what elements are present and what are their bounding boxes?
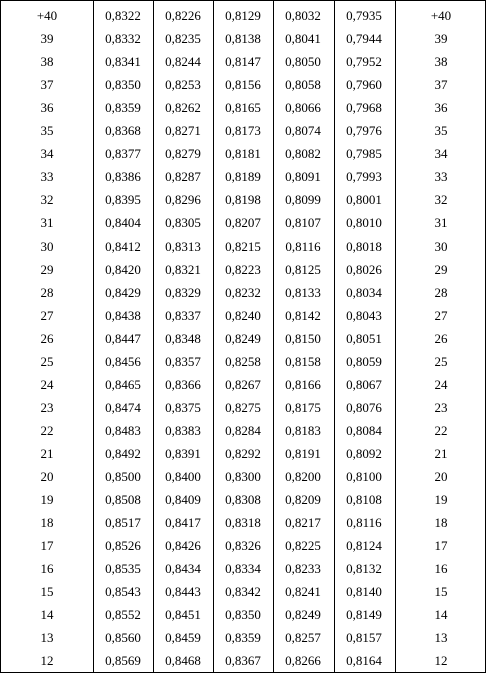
density-cell: 0,8240 — [225, 307, 261, 323]
density-cell: 0,8383 — [165, 422, 201, 438]
density-cell: 0,8359 — [105, 100, 141, 116]
density-cell: 0,8426 — [165, 538, 201, 554]
temperature-cell-right: 19 — [434, 492, 448, 508]
density-cell: 0,8074 — [285, 123, 321, 139]
density-cell: 0,8429 — [105, 284, 141, 300]
table-row — [1, 534, 485, 557]
density-cell: 0,8183 — [285, 422, 321, 438]
table-row — [1, 396, 485, 419]
temperature-cell-right: 15 — [434, 584, 448, 600]
temperature-cell-right: 38 — [434, 54, 448, 70]
density-cell: 0,8300 — [225, 469, 261, 484]
density-cell: 0,8241 — [285, 584, 321, 600]
density-cell: 0,7952 — [346, 54, 382, 70]
density-cell: 0,8438 — [105, 307, 141, 323]
table-row — [1, 511, 485, 534]
density-cell: 0,8158 — [285, 353, 321, 369]
density-cell: 0,8215 — [225, 238, 261, 254]
density-cell: 0,8322 — [105, 8, 141, 23]
temperature-cell: 12 — [40, 653, 54, 669]
temperature-cell-right: 34 — [434, 146, 448, 162]
temperature-cell: 13 — [40, 630, 54, 646]
temperature-cell-right: 16 — [434, 561, 448, 577]
density-cell: 0,8492 — [105, 445, 141, 461]
temperature-cell: 27 — [40, 307, 54, 323]
density-cell: 0,8051 — [346, 330, 382, 346]
density-cell: 0,8279 — [165, 146, 201, 162]
temperature-cell-right: 12 — [434, 653, 448, 669]
density-cell: 0,7976 — [346, 123, 382, 139]
density-cell: 0,8232 — [225, 284, 261, 300]
density-cell: 0,8181 — [225, 146, 261, 162]
density-cell: 0,8207 — [225, 215, 261, 231]
density-cell: 0,8175 — [285, 399, 321, 415]
density-cell: 0,8050 — [285, 54, 321, 70]
density-cell: 0,8543 — [105, 584, 141, 600]
density-cell: 0,8108 — [346, 492, 382, 508]
density-cell: 0,8267 — [225, 376, 261, 392]
density-cell: 0,8043 — [346, 307, 382, 323]
density-cell: 0,7960 — [346, 77, 382, 93]
temperature-cell-right: 37 — [434, 77, 448, 93]
density-cell: 0,8377 — [105, 146, 141, 162]
density-cell: 0,8041 — [285, 31, 321, 47]
table-row — [1, 419, 485, 442]
density-cell: 0,8082 — [285, 146, 321, 162]
temperature-cell: 29 — [40, 261, 54, 277]
table-row — [1, 465, 485, 488]
temperature-cell-right: 36 — [434, 100, 448, 116]
density-cell: 0,8412 — [105, 238, 141, 254]
density-cell: 0,8223 — [225, 261, 261, 277]
density-cell: 0,8067 — [346, 376, 382, 392]
density-cell: 0,8359 — [225, 630, 261, 646]
density-cell: 0,8447 — [105, 330, 141, 346]
temperature-cell-right: 26 — [434, 330, 448, 346]
density-cell: 0,8368 — [105, 123, 141, 139]
density-cell: 0,8459 — [165, 630, 201, 646]
temperature-cell: +40 — [36, 8, 58, 23]
density-cell: 0,8386 — [105, 169, 141, 185]
table-row — [1, 258, 485, 281]
temperature-cell: 33 — [40, 169, 54, 185]
density-cell: 0,8329 — [165, 284, 201, 300]
density-cell: 0,8116 — [285, 238, 321, 254]
density-cell: 0,8417 — [165, 515, 201, 531]
density-cell: 0,8092 — [346, 445, 382, 461]
density-cell: 0,8084 — [346, 422, 382, 438]
density-cell: 0,8350 — [225, 607, 261, 623]
density-cell: 0,8468 — [165, 653, 201, 669]
table-row — [1, 442, 485, 465]
density-cell: 0,8173 — [225, 123, 261, 139]
density-cell: 0,8129 — [225, 8, 261, 23]
density-cell: 0,8357 — [165, 353, 201, 369]
density-cell: 0,8342 — [225, 584, 261, 600]
table-row — [1, 626, 485, 649]
temperature-cell: 35 — [40, 123, 54, 139]
density-cell: 0,8189 — [225, 169, 261, 185]
temperature-cell-right: 27 — [434, 307, 448, 323]
density-cell: 0,8409 — [165, 492, 201, 508]
temperature-cell-right: 35 — [434, 123, 448, 139]
density-cell: 0,8010 — [346, 215, 382, 231]
temperature-cell-right: 23 — [434, 399, 448, 415]
table-row — [1, 488, 485, 511]
table-row — [1, 235, 485, 258]
density-cell: 0,8209 — [285, 492, 321, 508]
density-cell: 0,8337 — [165, 307, 201, 323]
density-cell: 0,8350 — [105, 77, 141, 93]
table-row — [1, 27, 485, 50]
density-cell: 0,8560 — [105, 630, 141, 646]
temperature-cell: 31 — [40, 215, 54, 231]
density-cell: 0,8292 — [225, 445, 261, 461]
temperature-cell-right: 18 — [434, 515, 448, 531]
density-cell: 0,8164 — [346, 653, 382, 669]
density-cell: 0,8271 — [165, 123, 201, 139]
temperature-cell-right: 14 — [434, 607, 448, 623]
density-cell: 0,7985 — [346, 146, 382, 162]
density-cell: 0,8157 — [346, 630, 382, 646]
temperature-cell: 25 — [40, 353, 54, 369]
density-cell: 0,8443 — [165, 584, 201, 600]
temperature-cell-right: 22 — [434, 422, 448, 438]
density-cell: 0,8262 — [165, 100, 201, 116]
density-cell: 0,8132 — [346, 561, 382, 577]
density-cell: 0,8032 — [285, 8, 321, 23]
density-cell: 0,8150 — [285, 330, 321, 346]
density-cell: 0,8124 — [346, 538, 382, 554]
table-row — [1, 211, 485, 234]
density-cell: 0,8500 — [105, 469, 141, 484]
density-cell: 0,8266 — [285, 653, 321, 669]
temperature-cell: 20 — [40, 469, 54, 484]
table-row — [1, 350, 485, 373]
density-cell: 0,7968 — [346, 100, 382, 116]
density-cell: 0,8348 — [165, 330, 201, 346]
temperature-cell: 24 — [40, 376, 54, 392]
density-cell: 0,7944 — [346, 31, 382, 47]
density-cell: 0,8156 — [225, 77, 261, 93]
density-cell: 0,8434 — [165, 561, 201, 577]
density-cell: 0,8116 — [346, 515, 382, 531]
density-cell: 0,8474 — [105, 399, 141, 415]
temperature-cell-right: 39 — [434, 31, 448, 47]
temperature-cell-right: 25 — [434, 353, 448, 369]
density-cell: 0,8284 — [225, 422, 261, 438]
temperature-cell-right: 28 — [434, 284, 448, 300]
density-cell: 0,8200 — [285, 469, 321, 484]
table-row — [1, 649, 485, 672]
density-cell: 0,8375 — [165, 399, 201, 415]
density-cell: 0,7993 — [346, 169, 382, 185]
temperature-cell: 32 — [40, 192, 54, 208]
density-cell: 0,8225 — [285, 538, 321, 554]
density-cell: 0,8091 — [285, 169, 321, 185]
density-cell: 0,8133 — [285, 284, 321, 300]
density-cell: 0,8166 — [285, 376, 321, 392]
temperature-cell: 18 — [40, 515, 54, 531]
temperature-cell: 30 — [40, 238, 54, 254]
density-cell: 0,8275 — [225, 399, 261, 415]
density-cell: 0,8001 — [346, 192, 382, 208]
density-cell: 0,8326 — [225, 538, 261, 554]
density-cell: 0,8018 — [346, 238, 382, 254]
density-cell: 0,8296 — [165, 192, 201, 208]
table-row — [1, 281, 485, 304]
temperature-cell: 37 — [40, 77, 54, 93]
table-row — [1, 96, 485, 119]
density-cell: 0,8308 — [225, 492, 261, 508]
temperature-cell: 23 — [40, 399, 54, 415]
temperature-cell-right: +40 — [430, 8, 452, 23]
temperature-cell-right: 21 — [434, 445, 448, 461]
density-cell: 0,8142 — [285, 307, 321, 323]
density-cell: 0,8198 — [225, 192, 261, 208]
density-cell: 0,8400 — [165, 469, 201, 484]
table-row — [1, 119, 485, 142]
density-cell: 0,8140 — [346, 584, 382, 600]
density-cell: 0,8483 — [105, 422, 141, 438]
temperature-cell: 17 — [40, 538, 54, 554]
temperature-cell: 38 — [40, 54, 54, 70]
density-cell: 0,8465 — [105, 376, 141, 392]
density-cell: 0,8107 — [285, 215, 321, 231]
density-cell: 0,8253 — [165, 77, 201, 93]
temperature-cell-right: 17 — [434, 538, 448, 554]
temperature-cell: 36 — [40, 100, 54, 116]
temperature-cell: 16 — [40, 561, 54, 577]
density-cell: 0,8367 — [225, 653, 261, 669]
table-row — [1, 603, 485, 626]
density-cell: 0,8257 — [285, 630, 321, 646]
density-cell: 0,8366 — [165, 376, 201, 392]
density-cell: 0,8165 — [225, 100, 261, 116]
temperature-cell: 22 — [40, 422, 54, 438]
density-cell: 0,8420 — [105, 261, 141, 277]
density-cell: 0,8552 — [105, 607, 141, 623]
temperature-cell: 19 — [40, 492, 54, 508]
density-cell: 0,8569 — [105, 653, 141, 669]
density-cell: 0,8318 — [225, 515, 261, 531]
temperature-cell-right: 20 — [434, 469, 448, 484]
density-cell: 0,8066 — [285, 100, 321, 116]
table-row — [1, 142, 485, 165]
density-cell: 0,8138 — [225, 31, 261, 47]
temperature-cell-right: 33 — [434, 169, 448, 185]
density-cell: 0,8076 — [346, 399, 382, 415]
density-cell: 0,8313 — [165, 238, 201, 254]
density-cell: 0,8059 — [346, 353, 382, 369]
temperature-cell: 14 — [40, 607, 54, 623]
temperature-cell-right: 32 — [434, 192, 448, 208]
density-cell: 0,8058 — [285, 77, 321, 93]
density-cell: 0,8217 — [285, 515, 321, 531]
density-cell: 0,8526 — [105, 538, 141, 554]
density-cell: 0,8456 — [105, 353, 141, 369]
temperature-cell-right: 31 — [434, 215, 448, 231]
density-cell: 0,8125 — [285, 261, 321, 277]
temperature-cell: 15 — [40, 584, 54, 600]
table-row — [1, 188, 485, 211]
density-cell: 0,8100 — [346, 469, 382, 484]
temperature-cell-right: 30 — [434, 238, 448, 254]
table-row — [1, 165, 485, 188]
temperature-cell: 39 — [40, 31, 54, 47]
temperature-cell: 26 — [40, 330, 54, 346]
density-cell: 0,8341 — [105, 54, 141, 70]
temperature-cell: 21 — [40, 445, 54, 461]
density-cell: 0,8249 — [225, 330, 261, 346]
table-row — [1, 557, 485, 580]
density-cell: 0,8395 — [105, 192, 141, 208]
density-cell: 0,8517 — [105, 515, 141, 531]
table-row — [1, 50, 485, 73]
temperature-cell-right: 24 — [434, 376, 448, 392]
density-cell: 0,8191 — [285, 445, 321, 461]
table-row — [1, 4, 485, 27]
table-row — [1, 304, 485, 327]
density-cell: 0,8149 — [346, 607, 382, 623]
density-cell: 0,7935 — [346, 8, 382, 23]
density-cell: 0,8026 — [346, 261, 382, 277]
temperature-cell-right: 29 — [434, 261, 448, 277]
density-cell: 0,8305 — [165, 215, 201, 231]
density-cell: 0,8226 — [165, 8, 201, 23]
density-cell: 0,8258 — [225, 353, 261, 369]
density-cell: 0,8535 — [105, 561, 141, 577]
density-cell: 0,8147 — [225, 54, 261, 70]
table-row — [1, 327, 485, 350]
density-cell: 0,8244 — [165, 54, 201, 70]
table-row — [1, 373, 485, 396]
density-cell: 0,8321 — [165, 261, 201, 277]
density-cell: 0,8287 — [165, 169, 201, 185]
table-row — [1, 580, 485, 603]
temperature-cell: 34 — [40, 146, 54, 162]
density-cell: 0,8404 — [105, 215, 141, 231]
density-cell: 0,8334 — [225, 561, 261, 577]
density-cell: 0,8332 — [105, 31, 141, 47]
density-cell: 0,8034 — [346, 284, 382, 300]
temperature-cell-right: 13 — [434, 630, 448, 646]
density-cell: 0,8249 — [285, 607, 321, 623]
density-cell: 0,8233 — [285, 561, 321, 577]
density-cell: 0,8508 — [105, 492, 141, 508]
density-cell: 0,8099 — [285, 192, 321, 208]
density-cell: 0,8451 — [165, 607, 201, 623]
temperature-cell: 28 — [40, 284, 54, 300]
table-row — [1, 73, 485, 96]
density-cell: 0,8391 — [165, 445, 201, 461]
density-cell: 0,8235 — [165, 31, 201, 47]
